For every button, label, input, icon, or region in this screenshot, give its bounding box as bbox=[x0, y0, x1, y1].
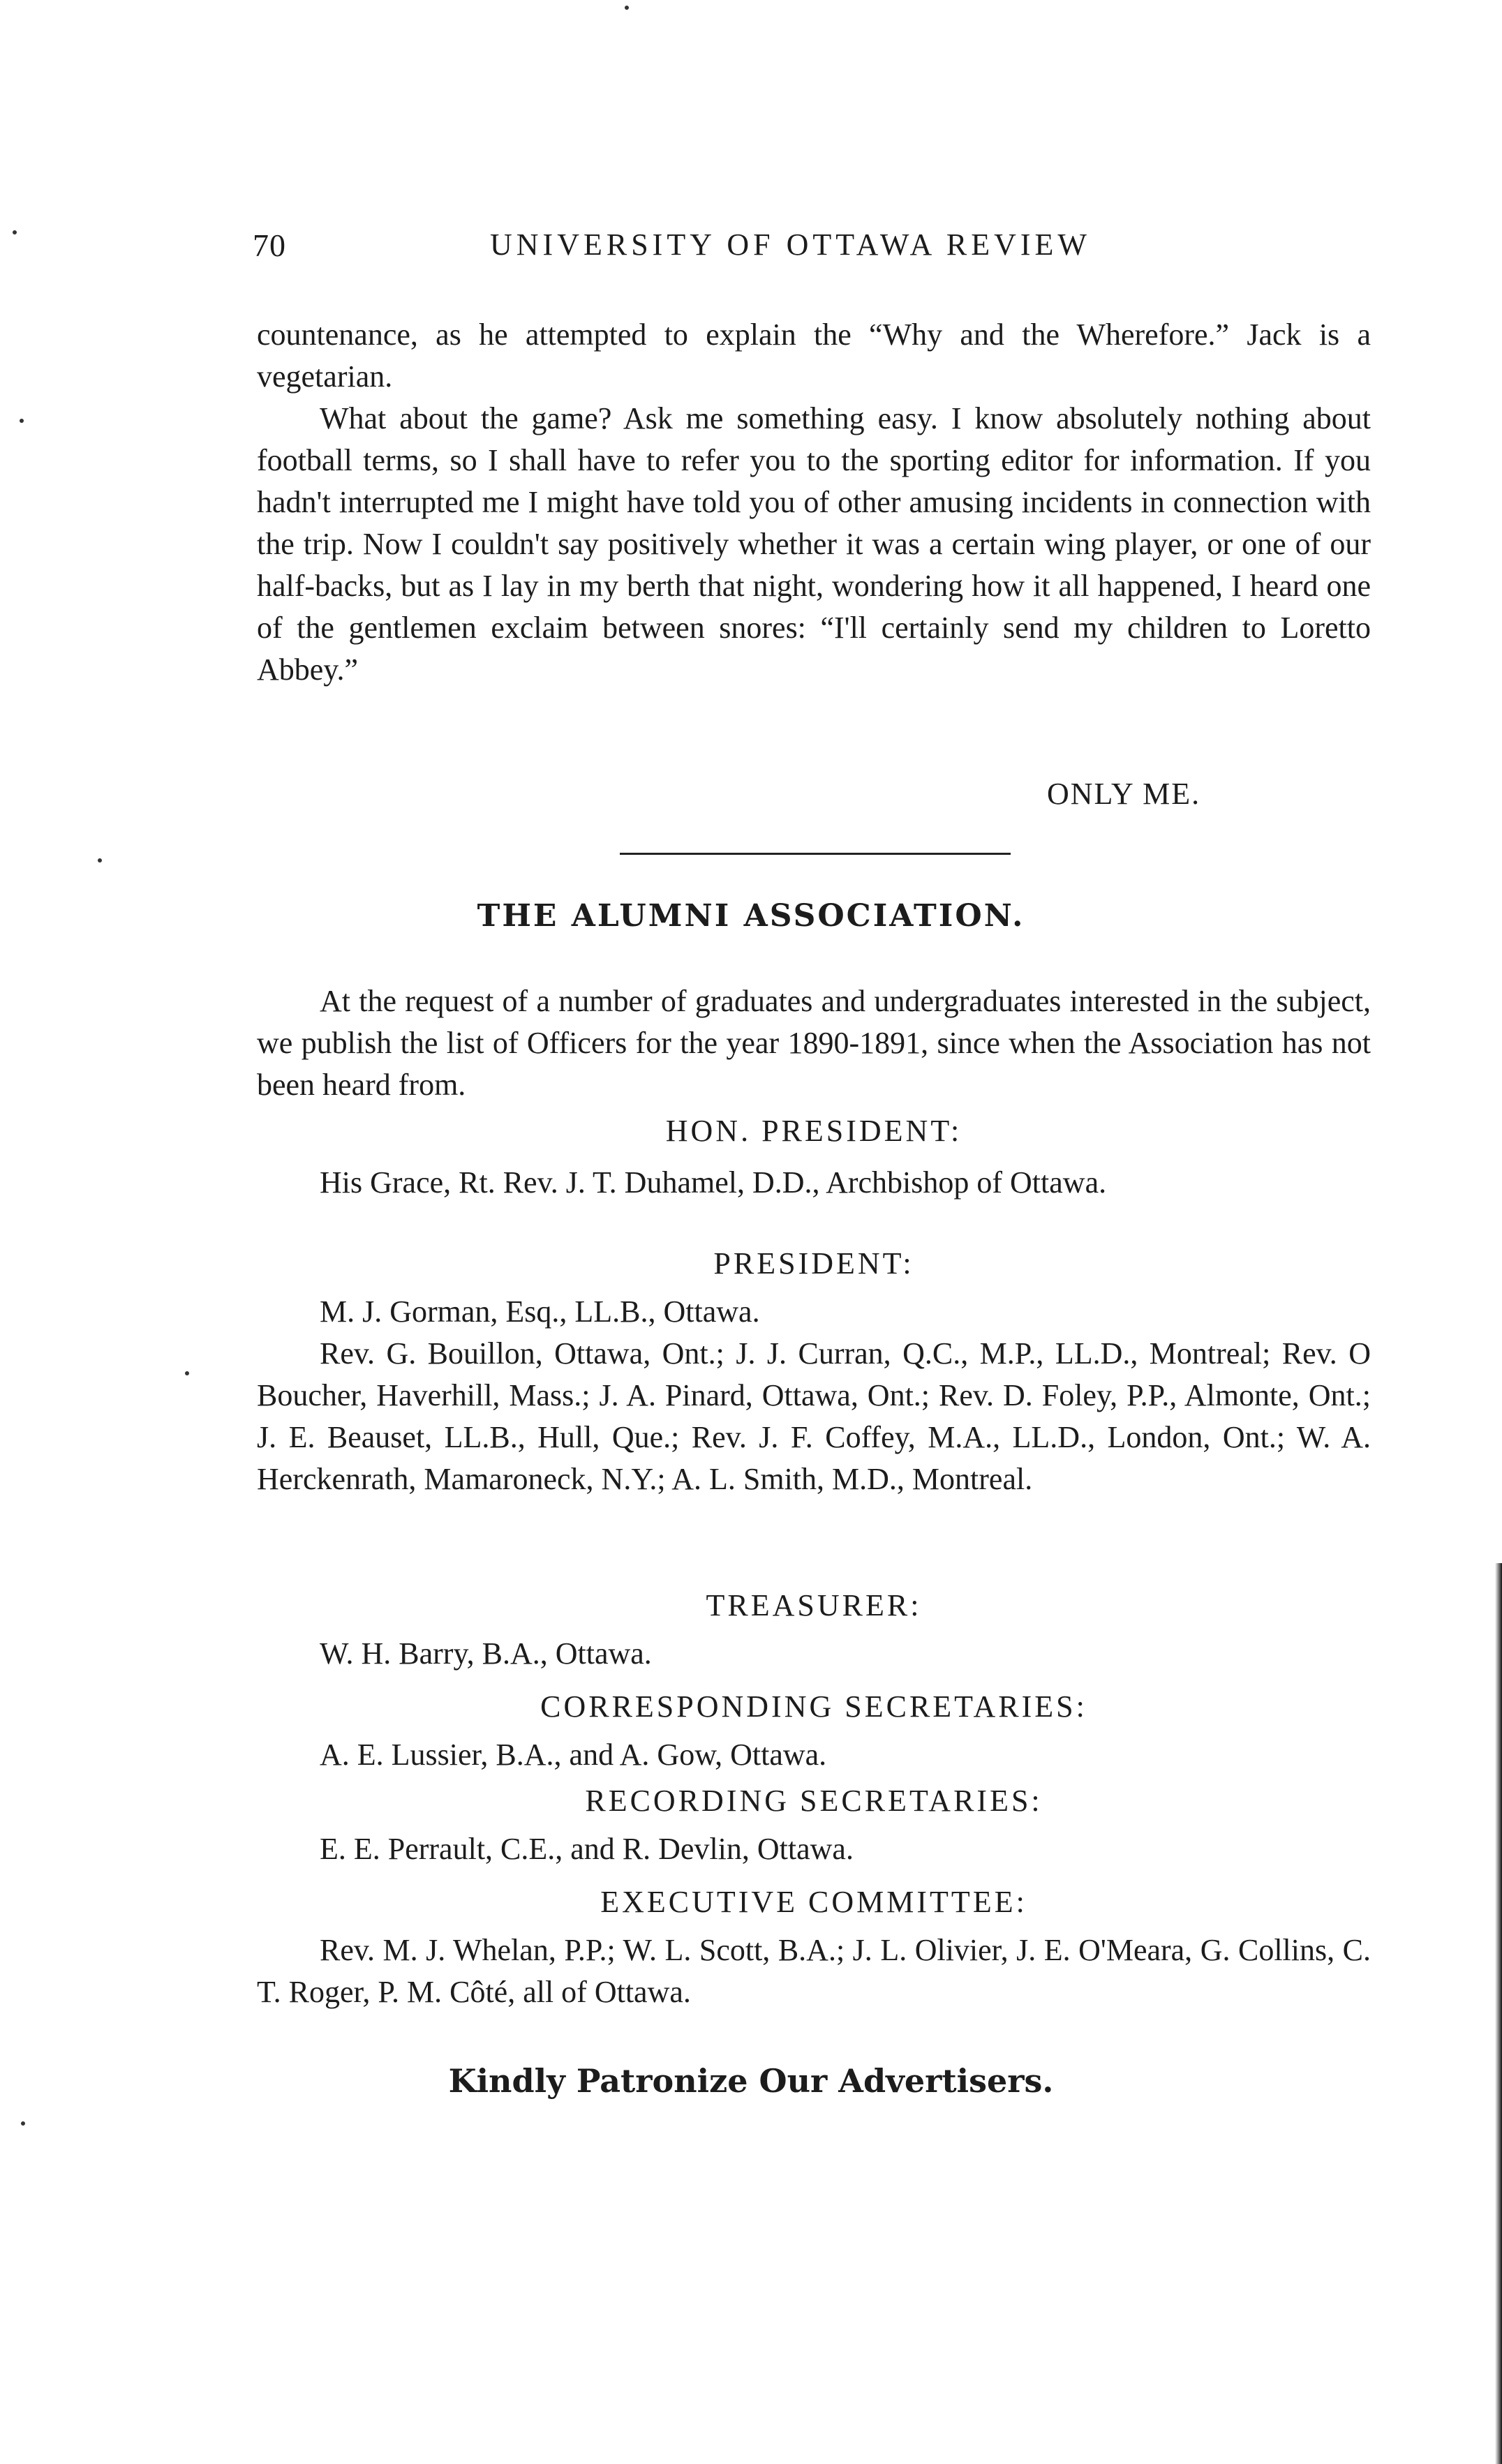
page-number: 70 bbox=[253, 227, 286, 263]
alumni-intro: At the request of a number of graduates and undergraduates interested in the subject, we publish the list of Officers for the year 1890-1891, since when the Association has not been heard from. bbox=[257, 984, 1371, 1102]
president-name: M. J. Gorman, Esq., LL.B., Ottawa. bbox=[320, 1294, 760, 1329]
scan-speck bbox=[13, 230, 17, 234]
article-signature: ONLY ME. bbox=[1047, 777, 1201, 811]
president-heading: PRESIDENT: bbox=[713, 1246, 914, 1280]
page-header bbox=[253, 227, 1369, 283]
corresponding-secretaries-names: A. E. Lussier, B.A., and A. Gow, Ottawa. bbox=[320, 1738, 827, 1772]
section-divider bbox=[620, 853, 1011, 855]
scan-speck bbox=[625, 6, 629, 10]
page-binding-edge bbox=[1495, 1563, 1502, 2464]
advertisers-note: Kindly Patronize Our Advertisers. bbox=[448, 2062, 1054, 2100]
executive-committee-heading: EXECUTIVE COMMITTEE: bbox=[600, 1885, 1027, 1919]
scan-speck bbox=[98, 858, 102, 863]
hon-president-names: His Grace, Rt. Rev. J. T. Duhamel, D.D., Archbishop of Ottawa. bbox=[320, 1165, 1107, 1200]
hon-president-heading: HON. PRESIDENT: bbox=[665, 1114, 962, 1148]
article-paragraph: What about the game? Ask me something easy. I know absolutely nothing about football terms, so I shall have to refer you to the sporting editor for information. If you hadn't interrupted me I might have told you of other amusing incidents in connection with the trip. Now I couldn't say positively whether it was a certain wing player, or one of our half-backs, but as I lay in my berth that night, wondering how it all happened, I heard one of the gentlemen exclaim between snores: “I'll certainly send my children to Loretto Abbey.” bbox=[257, 401, 1371, 687]
running-head: UNIVERSITY OF OTTAWA REVIEW bbox=[490, 227, 1091, 262]
vice-presidents-list: Rev. G. Bouillon, Ottawa, Ont.; J. J. Curran, Q.C., M.P., LL.D., Montreal; Rev. O Boucher, Haverhill, Mass.; J. A. Pinard, Ottawa, Ont.; Rev. D. Foley, P.P., Almonte, Ont.; J. E. Beauset, LL.B., Hull, Que.; Rev. J. F. Coffey, M.A., LL.D., London, Ont.; W. A. Herckenrath, Mamaroneck, N.Y.; A. L. Smith, M.D., Montreal. bbox=[257, 1336, 1371, 1496]
article-paragraph-continued: countenance, as he attempted to explain the “Why and the Wherefore.” Jack is a vegetarian. bbox=[257, 318, 1371, 394]
treasurer-name: W. H. Barry, B.A., Ottawa. bbox=[320, 1636, 652, 1671]
recording-secretaries-heading: RECORDING SECRETARIES: bbox=[585, 1784, 1043, 1818]
executive-committee-names: Rev. M. J. Whelan, P.P.; W. L. Scott, B.A.; J. L. Olivier, J. E. O'Meara, G. Collins, C. T. Roger, P. M. Côté, all of Ottawa. bbox=[257, 1933, 1371, 2009]
treasurer-heading: TREASURER: bbox=[706, 1588, 922, 1622]
scan-speck bbox=[21, 2121, 25, 2126]
scan-speck bbox=[20, 419, 24, 423]
section-title: THE ALUMNI ASSOCIATION. bbox=[477, 898, 1025, 934]
corresponding-secretaries-heading: CORRESPONDING SECRETARIES: bbox=[540, 1689, 1087, 1724]
recording-secretaries-names: E. E. Perrault, C.E., and R. Devlin, Ottawa. bbox=[320, 1832, 854, 1866]
scan-speck bbox=[185, 1371, 189, 1375]
